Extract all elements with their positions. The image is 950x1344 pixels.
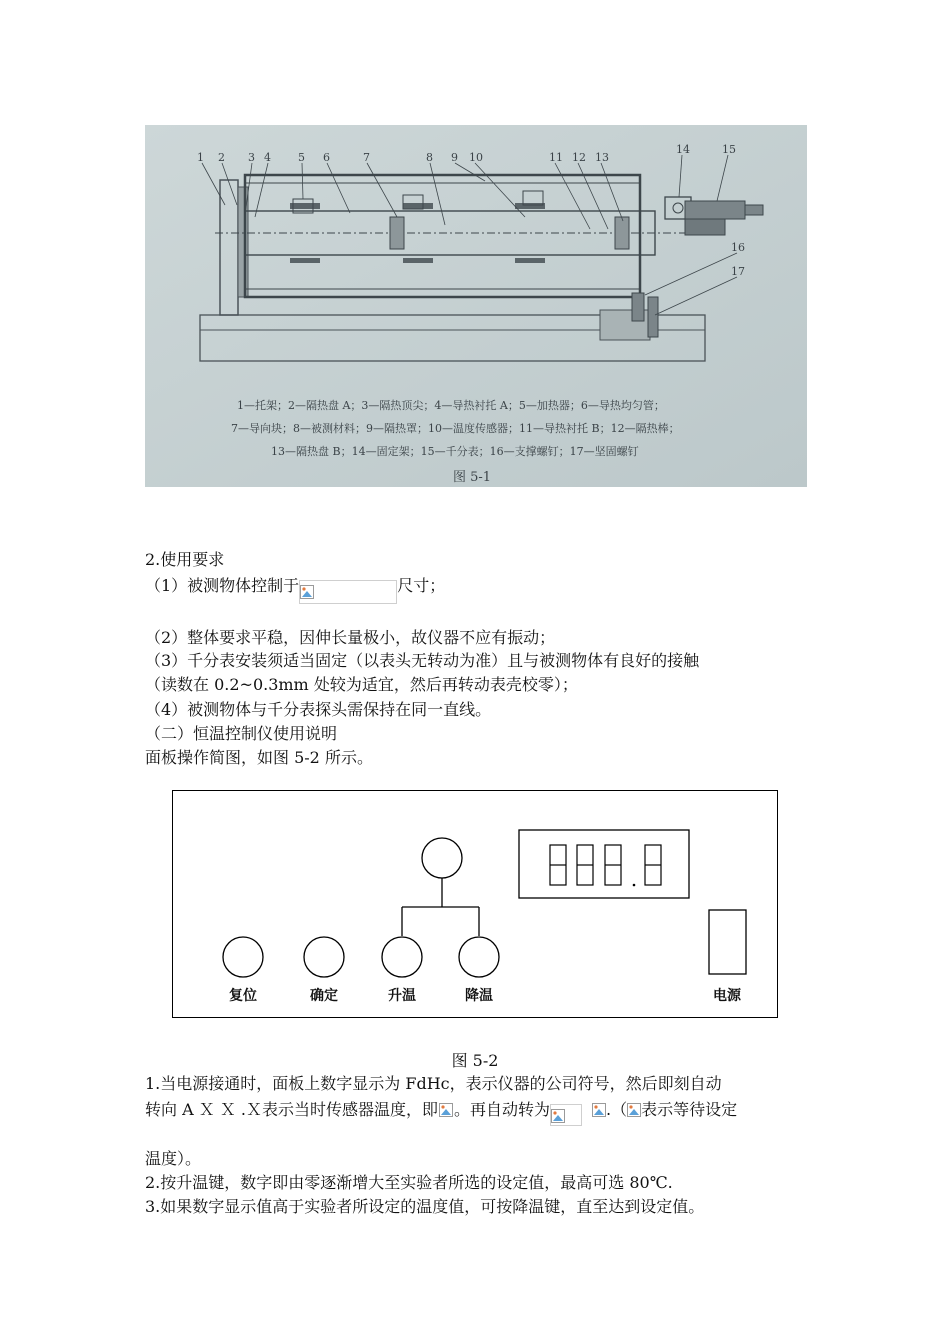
- usage-item-2: （2）整体要求平稳，因伸长量极小，故仪器不应有振动；: [145, 628, 556, 647]
- instruction-1-part-b: 。再自动转为: [454, 1100, 551, 1119]
- instruction-1-line2: [145, 1099, 737, 1126]
- reset-label: 复位: [229, 988, 257, 1004]
- callout-17: 17: [731, 265, 745, 278]
- top-knob: [422, 838, 462, 878]
- instruction-1-part-c: .（: [606, 1100, 628, 1119]
- cool-down-label: 降温: [465, 988, 493, 1004]
- thermo-heading: （二）恒温控制仪使用说明: [145, 724, 338, 743]
- reset-button: [223, 937, 263, 977]
- decimal-point: [633, 884, 636, 887]
- broken-image-icon: [592, 1103, 606, 1117]
- control-panel-diagram: [172, 790, 778, 1018]
- confirm-label: 确定: [310, 988, 338, 1004]
- figure1-legend-line1: 1—托架；2—隔热盘 A；3—隔热顶尖；4—导热衬托 A；5—加热器；6—导热均匀管；: [237, 399, 665, 412]
- usage-heading: 2.使用要求: [145, 550, 225, 569]
- instruction-3: 3.如果数字显示值高于实验者所设定的温度值，可按降温键，直至达到设定值。: [145, 1197, 705, 1216]
- callout-16: 16: [731, 241, 745, 254]
- broken-image-icon: [627, 1103, 641, 1117]
- confirm-button: [304, 937, 344, 977]
- instruction-1-line3: 温度）。: [145, 1149, 202, 1168]
- usage-item-1: [145, 575, 445, 604]
- figure1-legend-line2: 7—导向块；8—被测材料；9—隔热罩；10—温度传感器；11—导热衬托 B；12—隔热棒；: [231, 422, 680, 435]
- broken-image-placeholder: [299, 580, 397, 604]
- instruction-1-part-a: 转向 A Ｘ Ｘ .Ｘ表示当时传感器温度，即: [145, 1100, 438, 1119]
- callout-1: 1: [197, 151, 204, 164]
- callout-3: 3: [248, 151, 255, 164]
- callout-2: 2: [218, 151, 225, 164]
- callout-10: 10: [469, 151, 483, 164]
- callout-6: 6: [323, 151, 330, 164]
- broken-image-icon: [300, 585, 314, 599]
- figure1-legend-line3: 13—隔热盘 B；14—固定架；15—千分表；16—支撑螺钉；17—坚固螺钉: [271, 445, 639, 458]
- callout-5: 5: [298, 151, 305, 164]
- apparatus-photo: [145, 125, 807, 487]
- callout-7: 7: [363, 151, 370, 164]
- callout-13: 13: [595, 151, 609, 164]
- broken-image-icon: [439, 1103, 453, 1117]
- usage-item-3-line2: （读数在 0.2~0.3mm 处较为适宜，然后再转动表壳校零）；: [145, 675, 578, 694]
- power-switch: [709, 910, 746, 974]
- cool-down-button: [459, 937, 499, 977]
- display-digits: [550, 845, 661, 885]
- figure1-caption: 图 5-1: [453, 470, 492, 485]
- thermo-intro: 面板操作简图，如图 5-2 所示。: [145, 748, 373, 767]
- heat-up-button: [382, 937, 422, 977]
- callout-11: 11: [549, 151, 563, 164]
- digital-display: [519, 830, 689, 898]
- usage-item-4: （4）被测物体与千分表探头需保持在同一直线。: [145, 700, 492, 719]
- instruction-1-line1: 1.当电源接通时，面板上数字显示为 FdHc，表示仪器的公司符号，然后即刻自动: [145, 1074, 722, 1093]
- callout-4: 4: [264, 151, 271, 164]
- heat-up-label: 升温: [388, 988, 416, 1004]
- broken-image-icon: [551, 1109, 565, 1123]
- broken-image-placeholder: [550, 1104, 582, 1126]
- usage-item-1-after: 尺寸；: [397, 576, 446, 595]
- usage-item-3-line1: （3）千分表安装须适当固定（以表头无转动为准）且与被测物体有良好的接触: [145, 651, 700, 670]
- figure2-caption: 图 5-2: [451, 1051, 499, 1070]
- instruction-1-part-d: 表示等待设定: [641, 1100, 738, 1119]
- control-panel-svg: [173, 791, 777, 1017]
- apparatus-drawing: [145, 125, 807, 487]
- callout-15: 15: [722, 143, 736, 156]
- power-label: 电源: [713, 988, 741, 1004]
- callout-14: 14: [676, 143, 690, 156]
- callout-12: 12: [572, 151, 586, 164]
- callout-8: 8: [426, 151, 433, 164]
- callout-9: 9: [451, 151, 458, 164]
- usage-item-1-before: （1）被测物体控制于: [145, 576, 300, 595]
- instruction-2: 2.按升温键，数字即由零逐渐增大至实验者所选的设定值，最高可选 80℃.: [145, 1173, 673, 1192]
